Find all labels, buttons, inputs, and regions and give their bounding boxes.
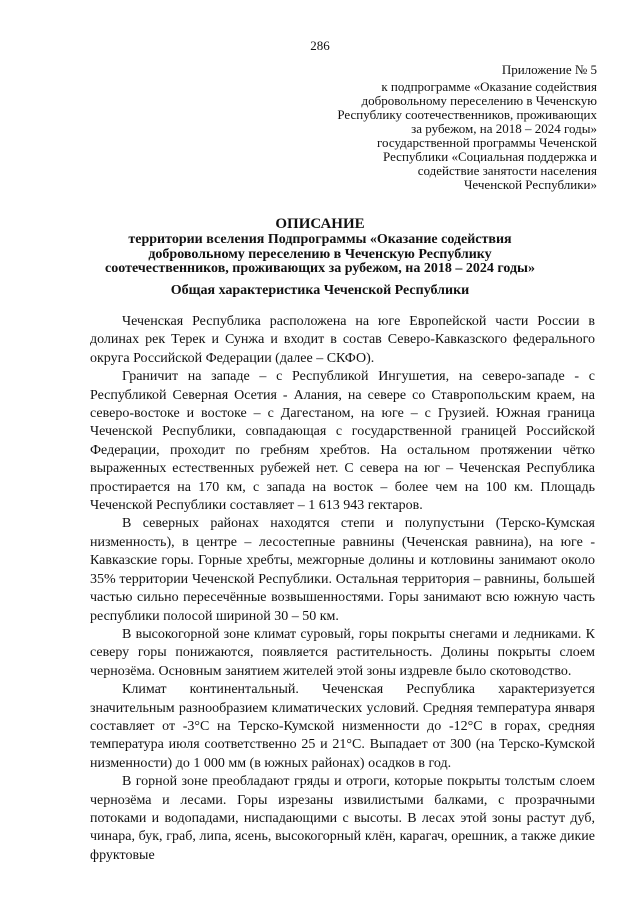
appendix-line: Республики «Социальная поддержка и: [383, 149, 597, 164]
appendix-line: добровольному переселению в Чеченскую: [361, 93, 597, 108]
appendix-title: Приложение № 5: [501, 62, 597, 77]
paragraph: Граничит на западе – с Республикой Ингушетия, на северо-западе - с Республикой Северная Осетия - Алания, на севере со Ставропольским краем, на северо-востоке и востоке – с Дагестаном, на юге – с Грузией. Южная граница Чеченской Республики, совпадающая с государственной границей Российской Федерации, проходит по гребням хребтов. На остальном протяжении чётко выраженных естественных рубежей нет. С севера на юг – Чеченская Республика простирается на 170 км, с запада на восток – более чем на 100 км. Площадь Чеченской Республики составляет – 1 613 943 гектаров.: [90, 369, 595, 514]
appendix-line: к подпрограмме «Оказание содействия: [381, 79, 597, 94]
heading-line: добровольному переселению в Чеченскую Республику: [148, 246, 492, 262]
document-heading: [60, 216, 580, 277]
appendix-line: государственной программы Чеченской: [377, 135, 597, 150]
paragraph: Чеченская Республика расположена на юге Европейской части России в долинах рек Терек и Сунжа и входит в состав Северо-Кавказского федерального округа Российской Федерации (далее – СКФО).: [90, 314, 595, 366]
paragraph: В горной зоне преобладают гряды и отроги, которые покрыты толстым слоем чернозёма и лесами. Горы изрезаны извилистыми балками, с прозрачными потоками и водопадами, ниспадающими с высоты. В лесах этой зоны растут дуб, чинара, бук, граб, липа, ясень, высокогорный клён, карагач, орешник, а также дикие фруктовые: [90, 774, 595, 863]
appendix-line: Республику соотечественников, проживающих: [337, 107, 597, 122]
appendix-line: Чеченской Республики»: [463, 177, 597, 192]
appendix-line: содействие занятости населения: [417, 163, 597, 178]
section-title: Общая характеристика Чеченской Республики: [170, 283, 470, 298]
paragraph: В северных районах находятся степи и полупустыни (Терско-Кумская низменность), в центре – лесостепные равнины (Чеченская равнина), на юге - Кавказские горы. Горные хребты, межгорные долины и котловины занимают около 35% территории Чеченской Республики. Остальная территория – равнины, большей частью сильно пересечённые возвышенностями. Горы занимают всю южную часть республики полосой шириной 30 – 50 км.: [90, 516, 595, 624]
heading-main: ОПИСАНИЕ: [275, 216, 365, 232]
paragraph: Климат континентальный. Чеченская Республика характеризуется значительным разнообразием климатических условий. Средняя температура января составляет от -3°С на Терско-Кумской низменности до -12°С в горах, средняя температура июля соответственно 25 и 21°С. Выпадает от 300 (на Терско-Кумской низменности) до 1 000 мм (в южных районах) осадков в год.: [90, 682, 595, 771]
heading-line: территории вселения Подпрограммы «Оказание содействия: [128, 232, 512, 247]
paragraph: В высокогорной зоне климат суровый, горы покрыты снегами и ледниками. К северу горы понижаются, появляется растительность. Долины покрыты слоем чернозёма. Основным занятием жителей этой зоны издревле было скотоводство.: [90, 626, 595, 679]
body-text: [90, 313, 595, 865]
appendix-line: за рубежом, на 2018 – 2024 годы»: [411, 121, 597, 136]
appendix-reference: [307, 80, 597, 192]
page-number: 286: [310, 38, 330, 53]
heading-line: соотечественников, проживающих за рубежом, на 2018 – 2024 годы»: [105, 261, 535, 276]
